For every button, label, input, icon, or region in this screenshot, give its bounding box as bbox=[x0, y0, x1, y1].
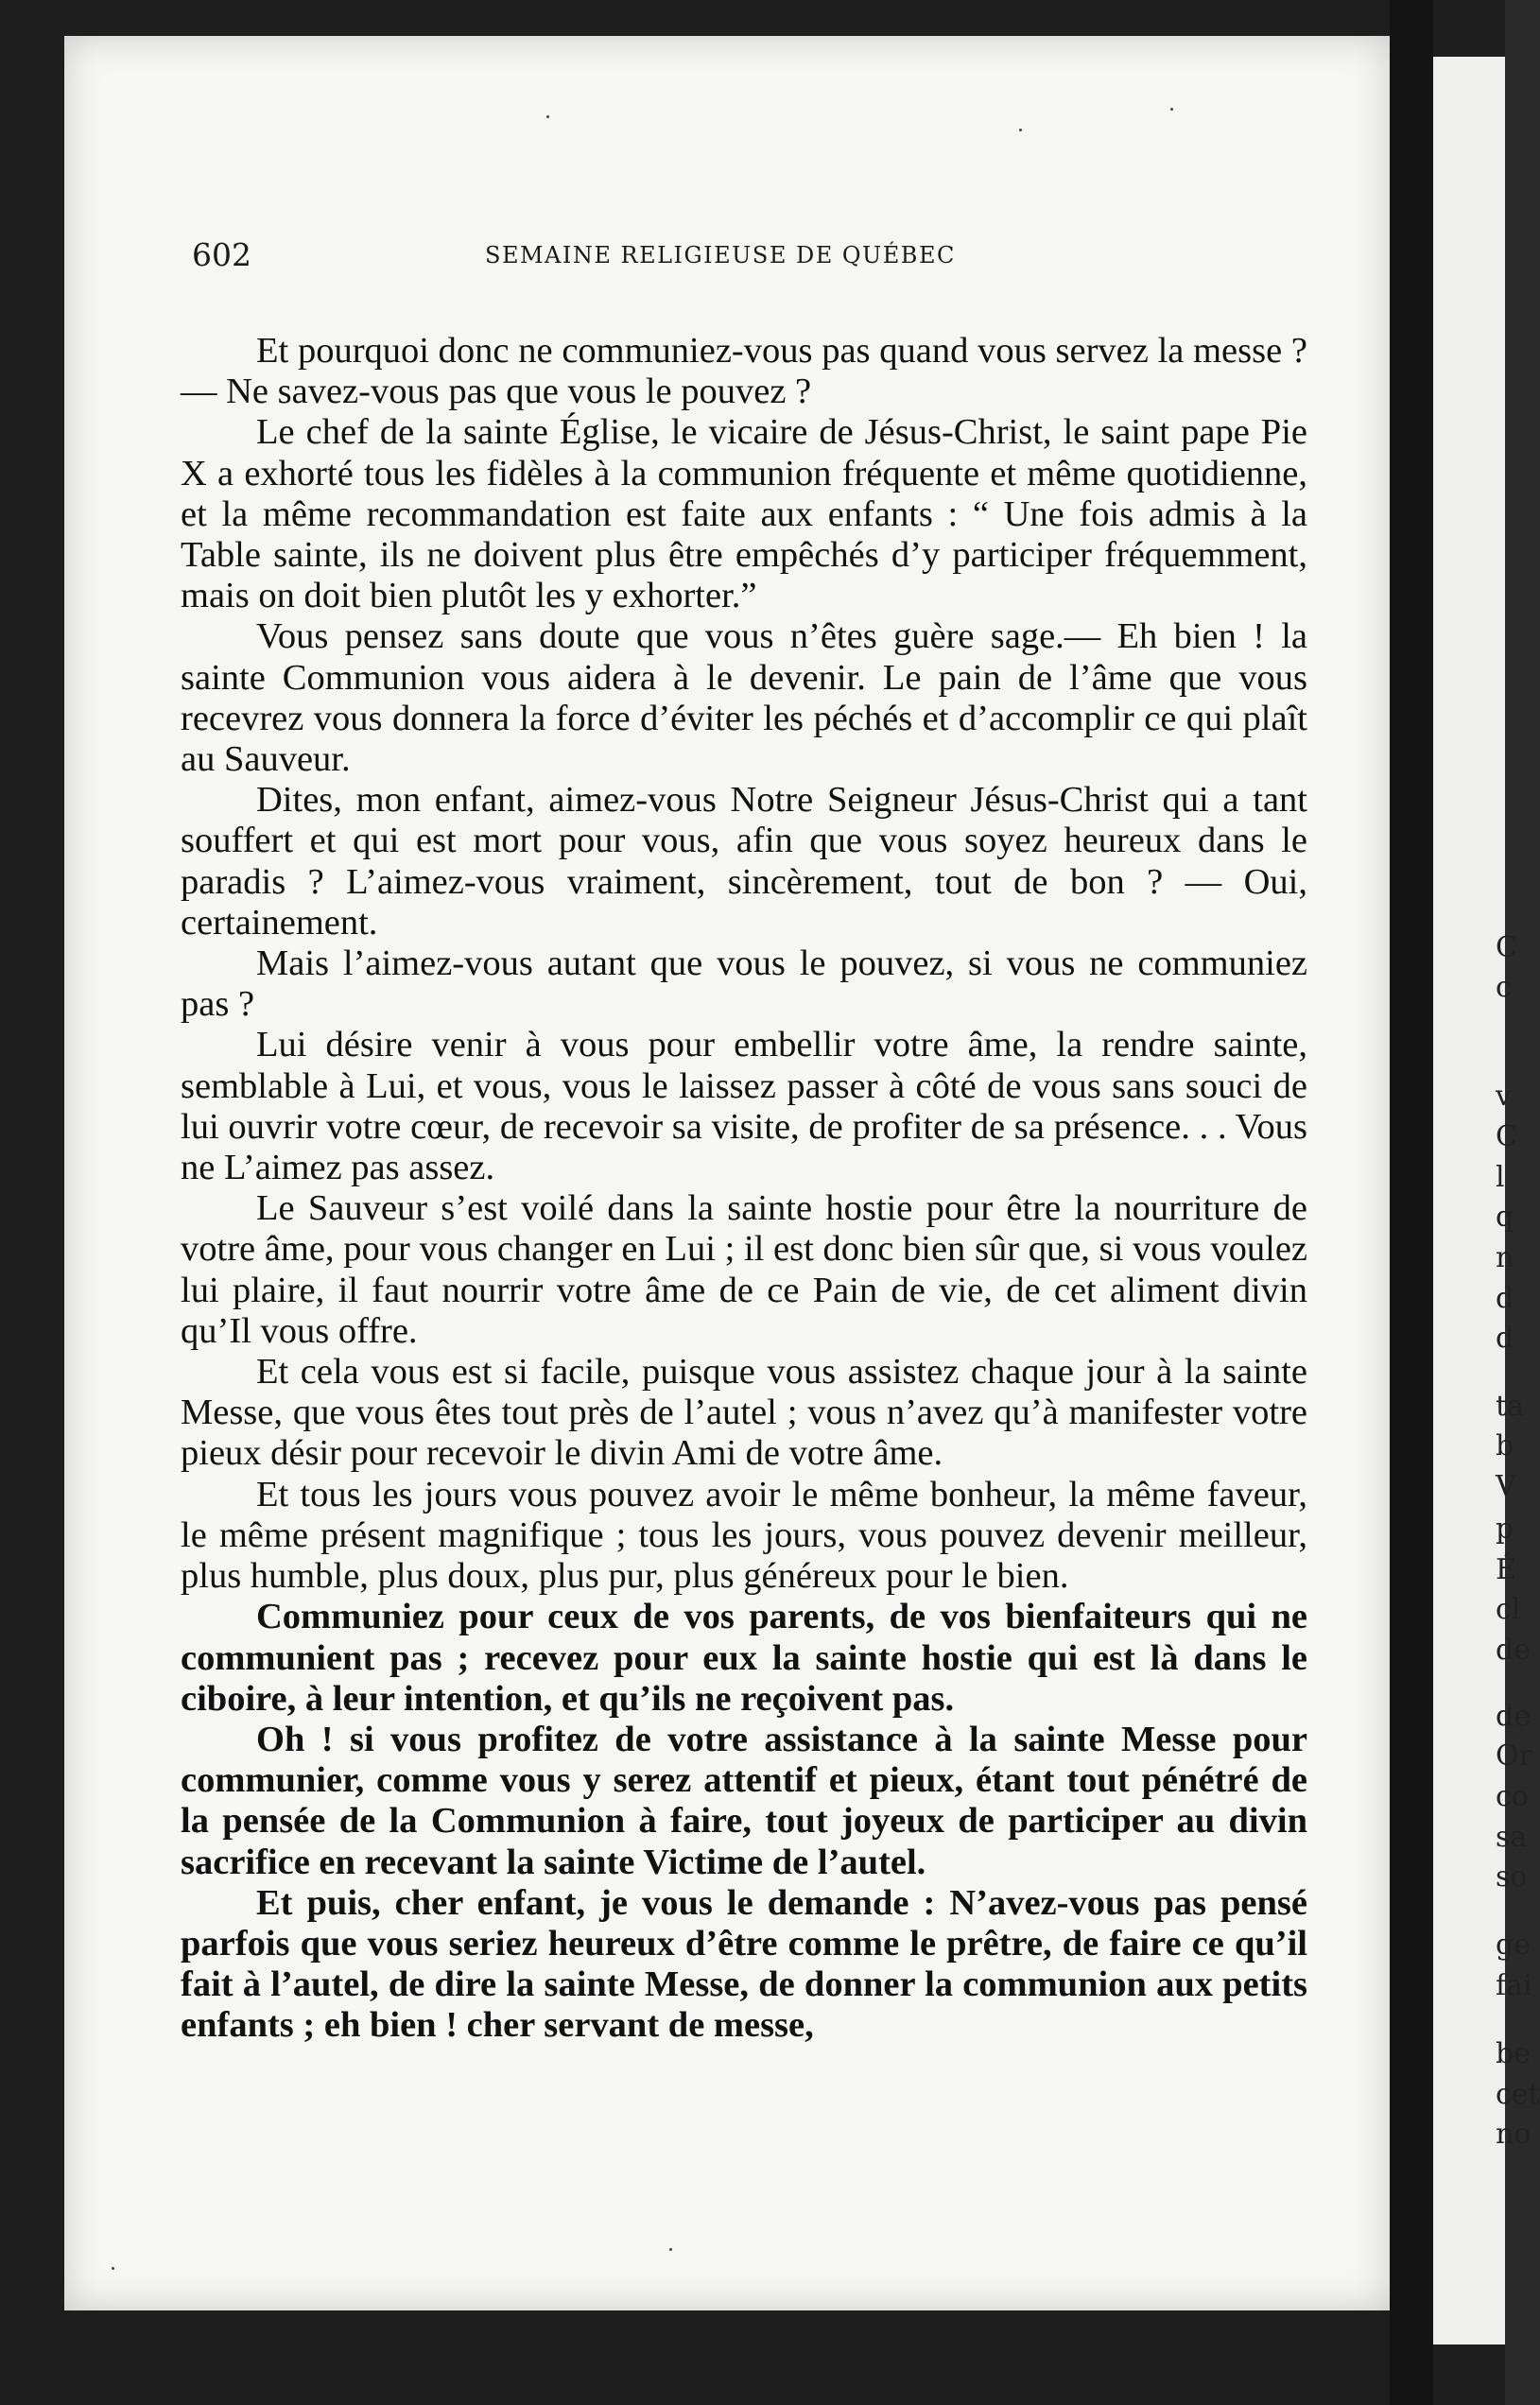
page-number: 602 bbox=[192, 236, 251, 273]
scan-speck bbox=[1170, 108, 1173, 111]
adjacent-page-fragment: co bbox=[1496, 1780, 1529, 1813]
paragraph: Le chef de la sainte Église, le vicaire de Jésus-Christ, le saint pape Pie X a exhorté tous les fidèles à la communion fréquente et même quotidienne, et la même recommandation est faite aux enfants : “ Une fois admis à la Table sainte, ils ne doivent plus être empêchés d’y participer fréquemment, mais on doit bien plutôt les y exhorter.” bbox=[181, 412, 1307, 616]
adjacent-page-fragment: l bbox=[1496, 1161, 1505, 1194]
adjacent-page-fragment: sa bbox=[1496, 1821, 1528, 1854]
paragraph: Le Sauveur s’est voilé dans la sainte hostie pour être la nourriture de votre âme, pour vous changer en Lui ; il est donc bien sûr que, si vous voulez lui plaire, il faut nourrir votre âme de ce Pain de vie, de cet aliment divin qu’Il vous offre. bbox=[181, 1188, 1307, 1351]
body-text bbox=[181, 331, 1307, 2047]
adjacent-page-fragment: cl bbox=[1496, 1593, 1521, 1626]
paragraph: Et puis, cher enfant, je vous le demande : N’avez-vous pas pensé parfois que vous seriez heureux d’être comme le prêtre, de faire ce qu’il fait à l’autel, de dire la sainte Messe, de donner la communion aux petits enfants ; eh bien ! cher servant de messe, bbox=[181, 1882, 1307, 2046]
running-title: SEMAINE RELIGIEUSE DE QUÉBEC bbox=[485, 242, 956, 268]
adjacent-page-fragment: d bbox=[1496, 1322, 1514, 1355]
adjacent-page-fragment: q bbox=[1496, 1201, 1514, 1234]
adjacent-page-fragment: be bbox=[1496, 2037, 1531, 2070]
adjacent-page-fragment: C bbox=[1496, 931, 1517, 964]
adjacent-page-fragment: ge bbox=[1496, 1929, 1531, 1962]
scan-speck bbox=[112, 2267, 114, 2270]
adjacent-page-fragment: n bbox=[1496, 1241, 1514, 1274]
paragraph: Mais l’aimez-vous autant que vous le pouvez, si vous ne communiez pas ? bbox=[181, 943, 1307, 1025]
paragraph: Lui désire venir à vous pour embellir votre âme, la rendre sainte, semblable à Lui, et vous, vous le laissez passer à côté de vous sans souci de lui ouvrir votre cœur, de recevoir sa visite, de profiter de sa présence. . . Vous ne L’aimez pas assez. bbox=[181, 1025, 1307, 1188]
paragraph: Communiez pour ceux de vos parents, de vos bienfaiteurs qui ne communient pas ; recevez pour eux la sainte hostie qui est là dans le ciboire, à leur intention, et qu’ils ne reçoivent pas. bbox=[181, 1597, 1307, 1719]
running-head bbox=[64, 236, 1390, 284]
scan-speck bbox=[1019, 129, 1022, 131]
adjacent-page-fragment: b bbox=[1496, 1429, 1514, 1462]
paragraph: Et pourquoi donc ne communiez-vous pas quand vous servez la messe ? — Ne savez-vous pas que vous le pouvez ? bbox=[181, 331, 1307, 412]
adjacent-page-fragment: ta bbox=[1496, 1390, 1524, 1423]
scan-speck bbox=[669, 2248, 672, 2251]
adjacent-page-edge bbox=[1433, 57, 1540, 2344]
adjacent-page-fragment: c bbox=[1496, 971, 1512, 1004]
adjacent-page-fragment: v bbox=[1496, 1080, 1512, 1113]
adjacent-page-fragment: Or bbox=[1496, 1739, 1532, 1773]
paragraph: Et tous les jours vous pouvez avoir le même bonheur, la même faveur, le même présent magnifique ; tous les jours, vous pouvez devenir meilleur, plus humble, plus doux, plus pur, plus généreux pour le bien. bbox=[181, 1474, 1307, 1597]
adjacent-page-fragment: so bbox=[1496, 1860, 1528, 1894]
paragraph: Vous pensez sans doute que vous n’êtes guère sage.— Eh bien ! la sainte Communion vous aidera à le devenir. Le pain de l’âme que vous recevrez vous donnera la force d’éviter les péchés et d’accomplir ce qui plaît au Sauveur. bbox=[181, 616, 1307, 780]
left-page bbox=[64, 36, 1390, 2310]
adjacent-page-fragment: V bbox=[1496, 1470, 1516, 1503]
paragraph: Oh ! si vous profitez de votre assistance à la sainte Messe pour communier, comme vous y serez attentif et pieux, étant tout pénétré de la pensée de la Communion à faire, tout joyeux de participer au divin sacrifice en recevant la sainte Victime de l’autel. bbox=[181, 1719, 1307, 1882]
paragraph: Dites, mon enfant, aimez-vous Notre Seigneur Jésus-Christ qui a tant souffert et qui est mort pour vous, afin que vous soyez heureux dans le paradis ? L’aimez-vous vraiment, sincèrement, tout de bon ? — Oui, certainement. bbox=[181, 780, 1307, 943]
adjacent-page-fragment: no bbox=[1496, 2118, 1531, 2151]
adjacent-page-fragment: É bbox=[1496, 1553, 1516, 1586]
adjacent-page-fragment: de bbox=[1496, 1700, 1531, 1733]
adjacent-page-fragment: cet bbox=[1496, 2078, 1540, 2111]
adjacent-page-fragment: p bbox=[1496, 1513, 1514, 1546]
adjacent-page-fragment: C bbox=[1496, 1120, 1517, 1153]
adjacent-page-fragment: de bbox=[1496, 1634, 1531, 1667]
adjacent-page-fragment: d bbox=[1496, 1282, 1514, 1315]
scan-speck bbox=[546, 115, 549, 118]
book-gutter bbox=[1390, 0, 1433, 2405]
paragraph: Et cela vous est si facile, puisque vous assistez chaque jour à la sainte Messe, que vous êtes tout près de l’autel ; vous n’avez qu’à manifester votre pieux désir pour recevoir le divin Ami de votre âme. bbox=[181, 1352, 1307, 1474]
adjacent-page-fragment: fai bbox=[1496, 1969, 1532, 2002]
